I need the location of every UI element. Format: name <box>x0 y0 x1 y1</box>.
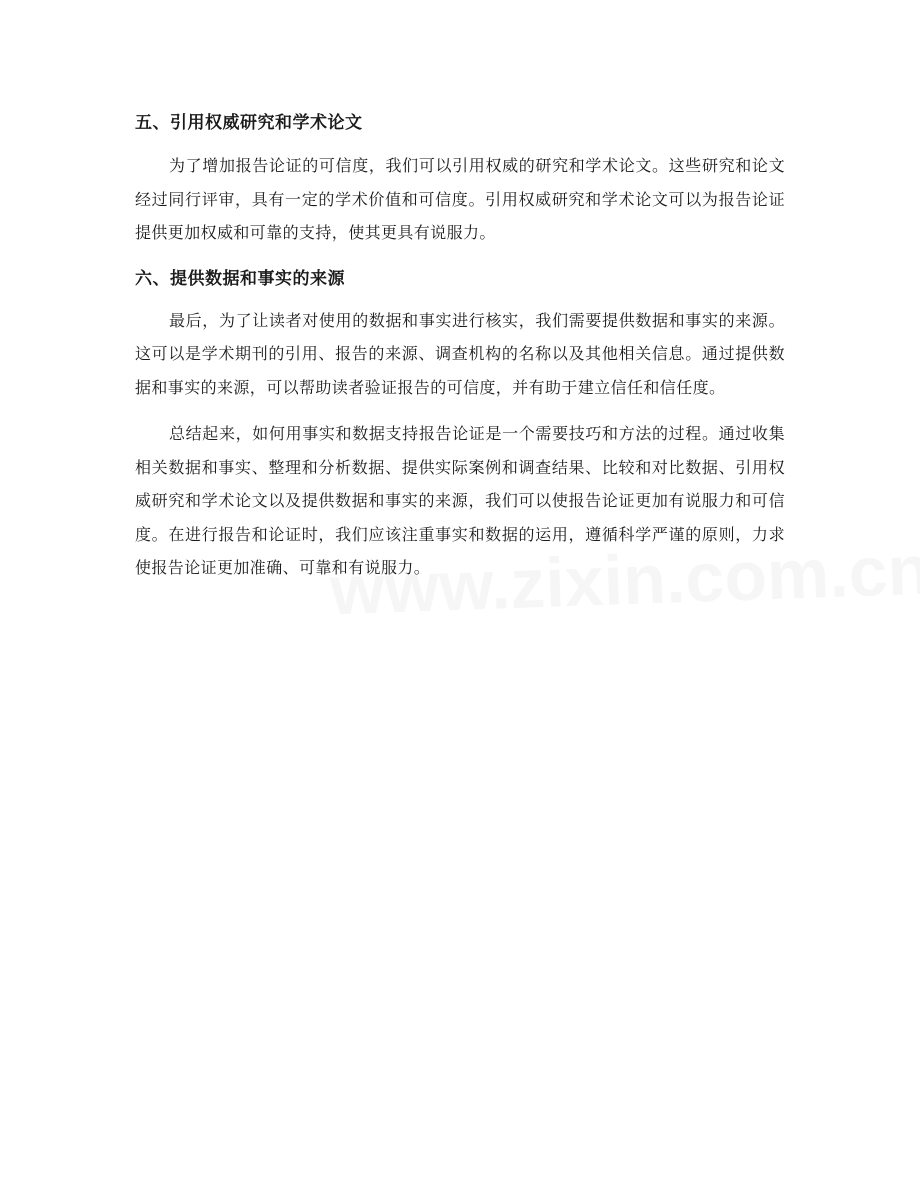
conclusion-paragraph: 总结起来，如何用事实和数据支持报告论证是一个需要技巧和方法的过程。通过收集相关数据和事实、整理和分析数据、提供实际案例和调查结果、比较和对比数据、引用权威研究和学术论文以及提供数据和事实的来源，我们可以使报告论证更加有说服力和可信度。在进行报告和论证时，我们应该注重事实和数据的运用，遵循科学严谨的原则，力求使报告论证更加准确、可靠和有说服力。 <box>135 424 785 577</box>
section-6-paragraph: 最后，为了让读者对使用的数据和事实进行核实，我们需要提供数据和事实的来源。这可以是学术期刊的引用、报告的来源、调查机构的名称以及其他相关信息。通过提供数据和事实的来源，可以帮助读者验证报告的可信度，并有助于建立信任和信任度。 <box>135 310 785 397</box>
document-content <box>135 104 785 585</box>
section-5-heading: 五、引用权威研究和学术论文 <box>135 113 363 133</box>
section-5-paragraph: 为了增加报告论证的可信度，我们可以引用权威的研究和学术论文。这些研究和论文经过同行评审，具有一定的学术价值和可信度。引用权威研究和学术论文可以为报告论证提供更加权威和可靠的支持，使其更具有说服力。 <box>135 156 785 242</box>
section-6-heading: 六、提供数据和事实的来源 <box>135 268 345 289</box>
